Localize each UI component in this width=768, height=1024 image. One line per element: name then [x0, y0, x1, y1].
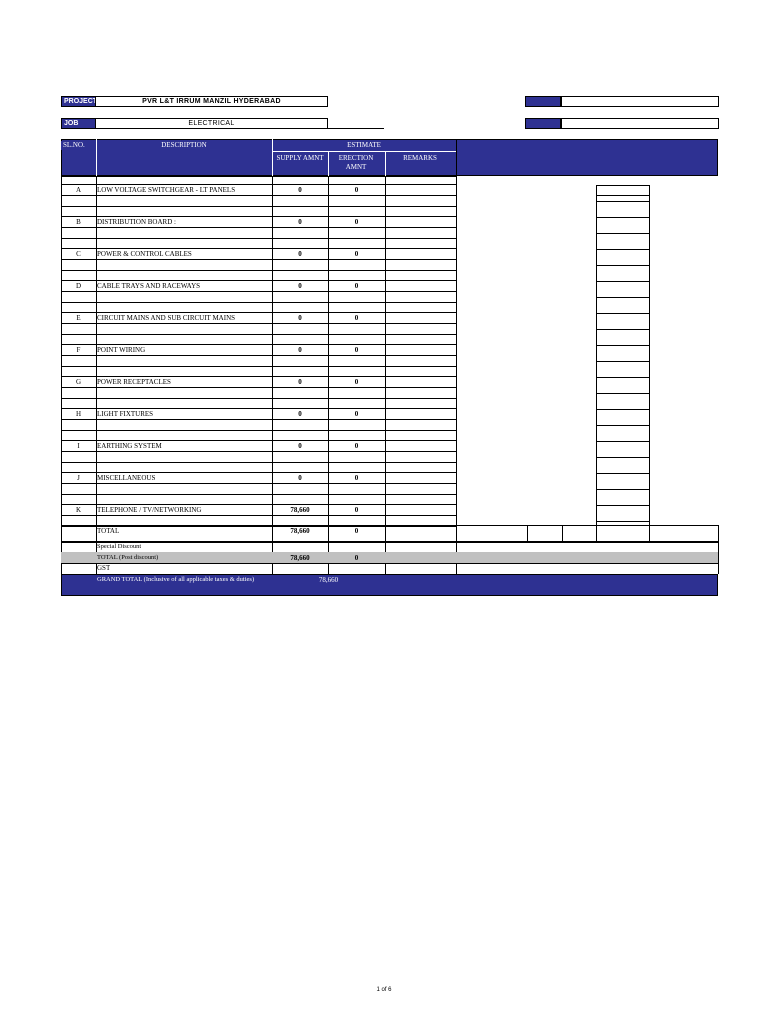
project-label: PROJECT — [61, 96, 96, 107]
header-estimate: ESTIMATE — [272, 141, 456, 150]
row-description: CIRCUIT MAINS AND SUB CIRCUIT MAINS — [97, 314, 236, 322]
row-erection: 0 — [354, 250, 359, 258]
row-sl: F — [76, 346, 81, 354]
row-sl: C — [76, 250, 81, 258]
row-supply: 0 — [298, 218, 302, 226]
row-supply: 0 — [298, 250, 302, 258]
post-discount-erection: 0 — [354, 554, 359, 562]
row-supply: 0 — [298, 314, 302, 322]
row-erection: 0 — [354, 186, 359, 194]
right-value-2 — [561, 118, 719, 129]
post-discount-row — [61, 552, 718, 563]
row-supply: 0 — [298, 346, 302, 354]
row-sl: E — [76, 314, 81, 322]
header-erection: ERECTION AMNT — [331, 154, 381, 172]
row-sl: K — [75, 506, 82, 514]
grand-total-label: GRAND TOTAL (Inclusive of all applicable taxes & duties) — [97, 576, 255, 583]
row-sl: B — [76, 218, 81, 226]
row-description: LIGHT FIXTURES — [97, 410, 154, 418]
right-value-1 — [561, 96, 719, 107]
row-description: CABLE TRAYS AND RACEWAYS — [97, 282, 201, 290]
row-erection: 0 — [354, 378, 359, 386]
row-description: POINT WIRING — [97, 346, 146, 354]
job-underline — [328, 128, 384, 129]
row-description: DISTRIBUTION BOARD : — [97, 218, 176, 226]
job-label: JOB — [61, 118, 96, 129]
row-erection: 0 — [354, 442, 359, 450]
row-sl: D — [75, 282, 82, 290]
row-sl: A — [75, 186, 82, 194]
row-sl: G — [75, 378, 82, 386]
gst-label: GST — [97, 564, 111, 572]
header-supply: SUPPLY AMNT — [276, 154, 324, 162]
row-supply: 0 — [298, 474, 302, 482]
row-supply: 78,660 — [290, 506, 310, 514]
total-label: TOTAL — [97, 527, 120, 535]
total-erection: 0 — [354, 527, 359, 535]
post-discount-label: TOTAL (Post discount) — [97, 554, 159, 561]
row-sl: I — [77, 442, 80, 450]
right-label-2 — [525, 118, 561, 129]
row-erection: 0 — [354, 282, 359, 290]
row-supply: 0 — [298, 378, 302, 386]
row-erection: 0 — [354, 410, 359, 418]
header-sl: SL.NO. — [61, 141, 96, 150]
row-supply: 0 — [298, 282, 302, 290]
job-value: ELECTRICAL — [95, 118, 328, 129]
row-erection: 0 — [354, 474, 359, 482]
header-description: DESCRIPTION — [96, 141, 272, 150]
row-supply: 0 — [298, 442, 302, 450]
row-erection: 0 — [354, 506, 359, 514]
row-description: MISCELLANEOUS — [97, 474, 156, 482]
grand-total-value: 78,660 — [318, 576, 339, 584]
row-sl: J — [77, 474, 80, 482]
row-description: LOW VOLTAGE SWITCHGEAR - LT PANELS — [97, 186, 236, 194]
row-erection: 0 — [354, 314, 359, 322]
discount-label: Special Discount — [97, 543, 142, 550]
header-remarks: REMARKS — [388, 154, 452, 163]
row-description: TELEPHONE / TV/NETWORKING — [97, 506, 202, 514]
row-description: POWER & CONTROL CABLES — [97, 250, 192, 258]
row-description: EARTHING SYSTEM — [97, 442, 162, 450]
total-supply: 78,660 — [290, 527, 310, 535]
row-description: POWER RECEPTACLES — [97, 378, 171, 386]
page-number: 1 of 6 — [376, 987, 392, 993]
row-sl: H — [75, 410, 82, 418]
project-value: PVR L&T IRRUM MANZIL HYDERABAD — [95, 96, 328, 107]
row-supply: 0 — [298, 186, 302, 194]
post-discount-supply: 78,660 — [290, 554, 310, 562]
row-erection: 0 — [354, 218, 359, 226]
row-erection: 0 — [354, 346, 359, 354]
row-supply: 0 — [298, 410, 302, 418]
right-label-1 — [525, 96, 561, 107]
